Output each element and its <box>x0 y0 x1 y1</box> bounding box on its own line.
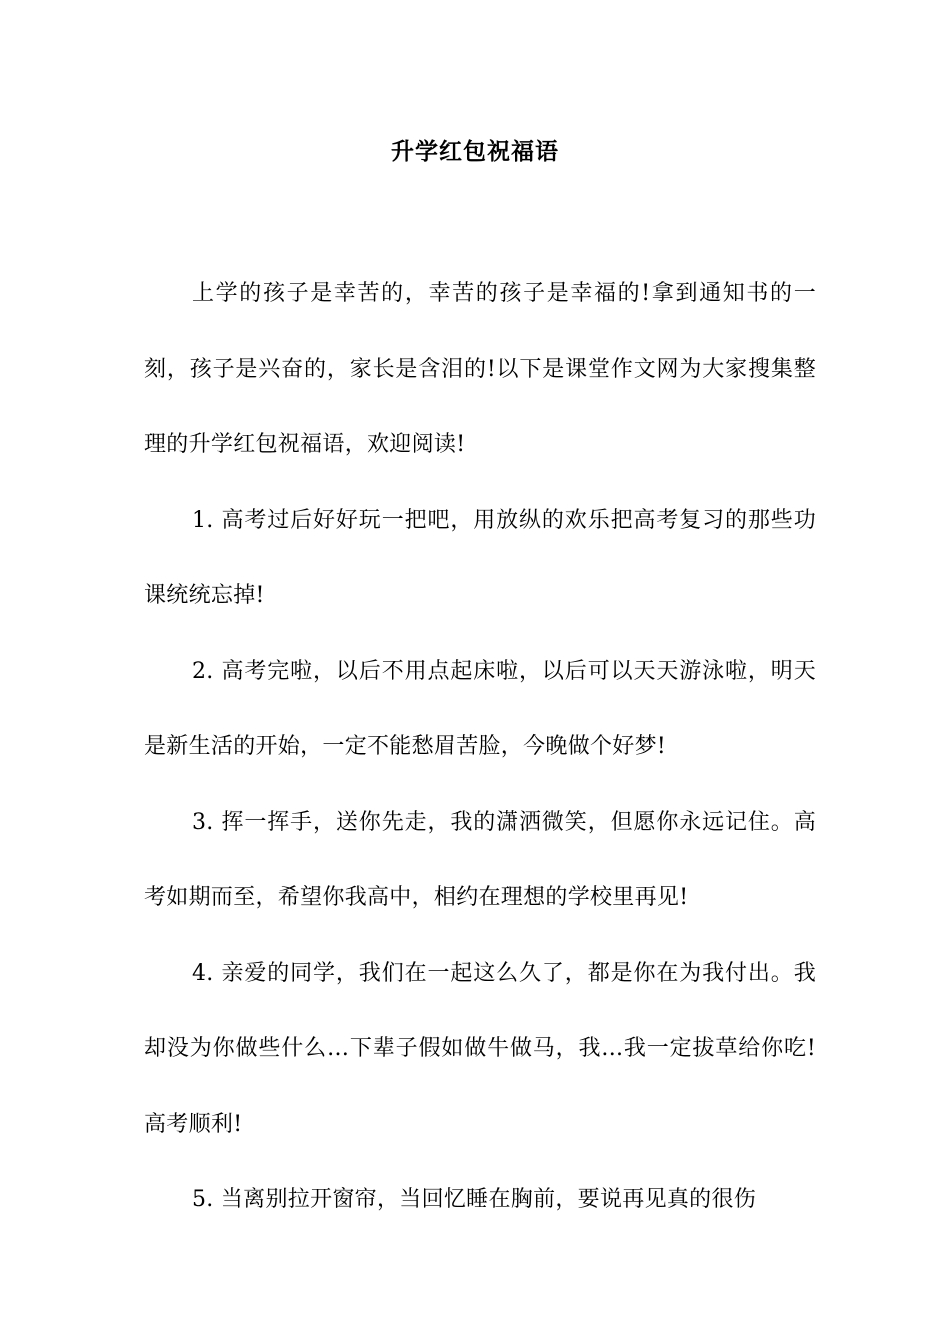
document-body <box>144 256 816 1238</box>
wish-item-4: 4. 亲爱的同学，我们在一起这么久了，都是你在为我付出。我却没为你做些什么…下辈子假如做牛做马，我...我一定拔草给你吃! 高考顺利! <box>144 960 816 1137</box>
document-title: 升学红包祝福语 <box>391 138 559 165</box>
intro-paragraph: 上学的孩子是幸苦的，幸苦的孩子是幸福的!拿到通知书的一刻，孩子是兴奋的，家长是含泪的!以下是课堂作文网为大家搜集整理的升学红包祝福语，欢迎阅读! <box>144 281 816 457</box>
wish-item-3: 3. 挥一挥手，送你先走，我的潇洒微笑，但愿你永远记住。高考如期而至，希望你我高中，相约在理想的学校里再见! <box>144 809 816 910</box>
wish-item-5: 5. 当离别拉开窗帘，当回忆睡在胸前，要说再见真的很伤 <box>192 1187 757 1212</box>
wish-item-2: 2. 高考完啦，以后不用点起床啦，以后可以天天游泳啦，明天是新生活的开始，一定不能愁眉苦脸，今晚做个好梦! <box>144 658 816 759</box>
wish-item-1: 1. 高考过后好好玩一把吧，用放纵的欢乐把高考复习的那些功课统统忘掉! <box>144 507 816 608</box>
